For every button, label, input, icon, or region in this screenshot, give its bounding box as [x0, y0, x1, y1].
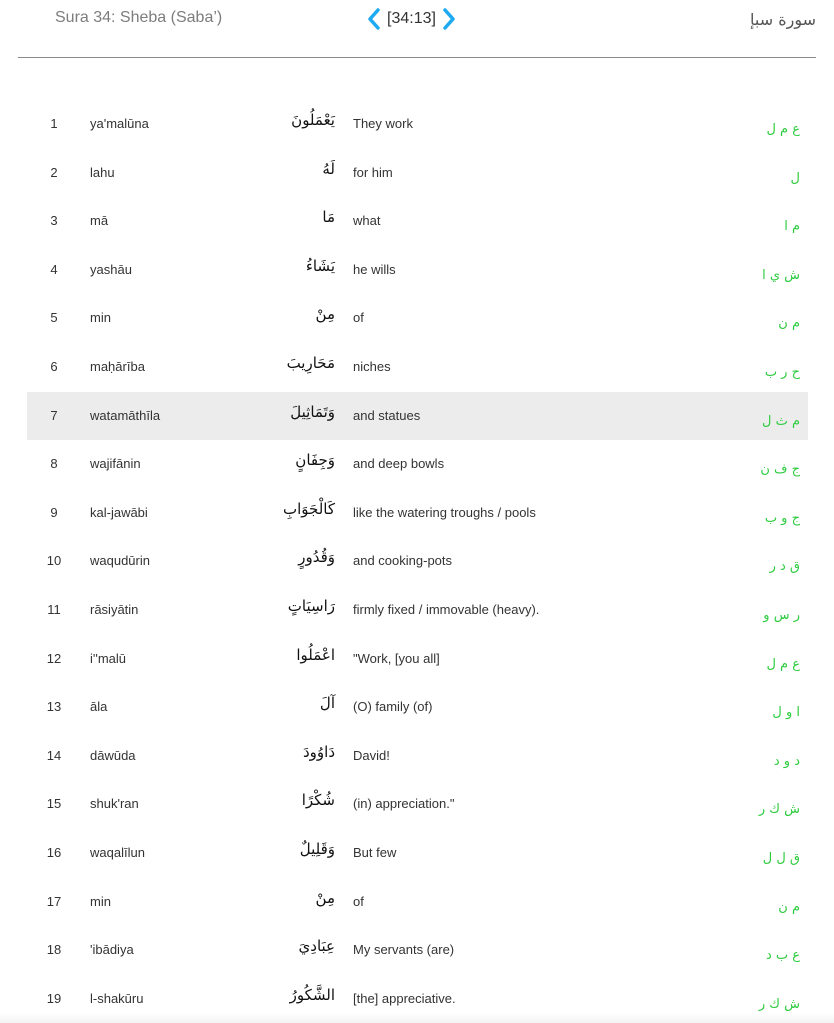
word-number: 10	[46, 553, 62, 569]
word-root[interactable]: ع ب د	[765, 948, 800, 964]
word-number: 7	[50, 407, 58, 423]
sura-title: Sura 34: Sheba (Saba’)	[55, 9, 223, 26]
word-arabic: وَقَلِيلٌ	[299, 839, 335, 858]
word-translation: what	[353, 213, 381, 229]
word-number: 14	[46, 747, 62, 763]
word-number: 13	[46, 699, 62, 715]
word-arabic: وَقُدُورٍ	[298, 548, 335, 567]
word-transliteration: mā	[90, 213, 109, 229]
word-arabic: رَاسِيَاتٍ	[287, 596, 335, 615]
word-row[interactable]	[27, 392, 808, 441]
word-row[interactable]	[27, 343, 808, 392]
word-translation: [the] appreciative.	[353, 990, 456, 1006]
word-row[interactable]	[27, 635, 808, 684]
word-translation: and statues	[353, 407, 421, 423]
word-number: 15	[46, 796, 62, 812]
word-translation: of	[353, 310, 364, 326]
word-number: 8	[50, 456, 58, 472]
word-root[interactable]: م ث ل	[762, 413, 800, 429]
word-transliteration: āla	[90, 699, 108, 715]
word-translation: But few	[353, 844, 397, 860]
word-arabic: مَحَارِيبَ	[286, 353, 335, 372]
word-number: 12	[46, 650, 62, 666]
word-root[interactable]: ج و ب	[764, 510, 800, 526]
word-arabic: مِنْ	[315, 888, 335, 907]
word-root[interactable]: ر س و	[763, 607, 800, 623]
word-root[interactable]: م ن	[778, 899, 800, 915]
word-transliteration: l-shakūru	[90, 990, 144, 1006]
word-translation: niches	[353, 358, 391, 374]
word-transliteration: rāsiyātin	[90, 601, 139, 617]
word-arabic: عِبَادِيَ	[298, 937, 335, 956]
word-row[interactable]	[27, 537, 808, 586]
word-root[interactable]: م ا	[784, 219, 800, 235]
word-transliteration: waqalīlun	[90, 844, 145, 860]
word-translation: like the watering troughs / pools	[353, 504, 536, 520]
word-root[interactable]: ج ف ن	[760, 462, 800, 478]
word-translation: They work	[353, 116, 413, 131]
word-translation: "Work, [you all]	[353, 650, 440, 666]
word-root[interactable]: ش ك ر	[758, 802, 800, 818]
word-row[interactable]	[27, 246, 808, 295]
verse-reference: [34:13]	[387, 10, 436, 27]
word-arabic: شُكْرًا	[301, 791, 335, 810]
word-transliteration: waqudūrin	[90, 553, 150, 569]
word-translation: My servants (are)	[353, 942, 455, 958]
word-row[interactable]	[27, 732, 808, 781]
word-row[interactable]	[27, 149, 808, 198]
verse-navigator	[366, 7, 457, 31]
word-translation: and cooking-pots	[353, 553, 453, 569]
header	[0, 0, 834, 58]
word-transliteration: min	[90, 310, 111, 326]
word-number: 1	[50, 116, 58, 131]
word-row[interactable]	[27, 683, 808, 732]
chevron-left-icon[interactable]	[366, 7, 382, 31]
word-row[interactable]	[27, 489, 808, 538]
word-number: 16	[46, 844, 62, 860]
word-arabic: دَاوُودَ	[302, 742, 335, 761]
word-transliteration: watamāthīla	[90, 407, 161, 423]
word-transliteration: wajifānin	[90, 456, 141, 472]
word-arabic: مَا	[322, 208, 335, 227]
word-row[interactable]	[27, 586, 808, 635]
word-number: 6	[50, 358, 58, 374]
word-row[interactable]	[27, 926, 808, 975]
word-root[interactable]: ش ي ا	[762, 267, 800, 283]
word-row[interactable]	[27, 294, 808, 343]
word-translation: David!	[353, 747, 390, 763]
word-root[interactable]: د و د	[773, 753, 800, 769]
word-arabic: كَالْجَوَابِ	[282, 499, 335, 518]
word-transliteration: shuk'ran	[90, 796, 139, 812]
word-transliteration: ya'malūna	[90, 116, 149, 131]
word-arabic: آلَ	[319, 694, 335, 713]
word-root[interactable]: ق د ر	[769, 559, 800, 575]
word-number: 2	[50, 164, 58, 180]
word-number: 11	[47, 601, 61, 617]
word-transliteration: yashāu	[90, 261, 132, 277]
word-transliteration: kal-jawābi	[90, 504, 148, 520]
header-divider	[18, 57, 816, 58]
word-row[interactable]	[27, 878, 808, 927]
word-transliteration: lahu	[90, 164, 115, 180]
word-number: 19	[46, 990, 62, 1006]
word-translation: of	[353, 893, 364, 909]
word-number: 9	[50, 504, 58, 520]
word-root[interactable]: ع م ل	[766, 122, 800, 137]
word-arabic: لَهُ	[322, 159, 335, 178]
chevron-right-icon[interactable]	[441, 7, 457, 31]
word-row[interactable]	[27, 197, 808, 246]
word-transliteration: 'ibādiya	[90, 942, 134, 958]
sura-arabic-title: سورة سبإ	[750, 10, 816, 29]
word-arabic: يَعْمَلُونَ	[291, 111, 335, 129]
word-number: 3	[50, 213, 58, 229]
word-transliteration: min	[90, 893, 111, 909]
word-root[interactable]: م ن	[778, 316, 800, 332]
word-root[interactable]: ع م ل	[766, 656, 800, 672]
word-arabic: وَتَمَاثِيلَ	[290, 402, 335, 421]
word-transliteration: i''malū	[90, 650, 127, 666]
word-translation: and deep bowls	[353, 456, 445, 472]
word-row[interactable]	[27, 829, 808, 878]
word-translation: he wills	[353, 261, 396, 277]
word-root[interactable]: ل	[790, 170, 800, 186]
word-translation: for him	[353, 164, 393, 180]
word-arabic: مِنْ	[315, 305, 335, 324]
word-number: 18	[46, 942, 62, 958]
word-row[interactable]	[27, 100, 808, 149]
word-transliteration: dāwūda	[90, 747, 136, 763]
word-number: 4	[50, 261, 58, 277]
word-translation: (in) appreciation."	[353, 796, 455, 812]
bottom-fade	[0, 1013, 834, 1023]
word-number: 17	[46, 893, 62, 909]
word-root[interactable]: ح ر ب	[764, 364, 800, 380]
word-arabic: الشَّكُورُ	[289, 985, 335, 1004]
word-number: 5	[50, 310, 58, 326]
word-root[interactable]: ا و ل	[772, 705, 800, 721]
word-row[interactable]	[27, 440, 808, 489]
word-root[interactable]: ش ك ر	[758, 996, 800, 1012]
word-arabic: وَجِفَانٍ	[295, 451, 335, 470]
word-translation: firmly fixed / immovable (heavy).	[353, 601, 540, 617]
word-row[interactable]	[27, 780, 808, 829]
word-arabic: يَشَاءُ	[305, 256, 335, 275]
word-translation: (O) family (of)	[353, 699, 433, 715]
word-root[interactable]: ق ل ل	[762, 850, 800, 866]
word-arabic: اعْمَلُوا	[296, 645, 335, 664]
word-transliteration: maḥārība	[90, 358, 145, 374]
word-by-word-table	[27, 100, 808, 1023]
